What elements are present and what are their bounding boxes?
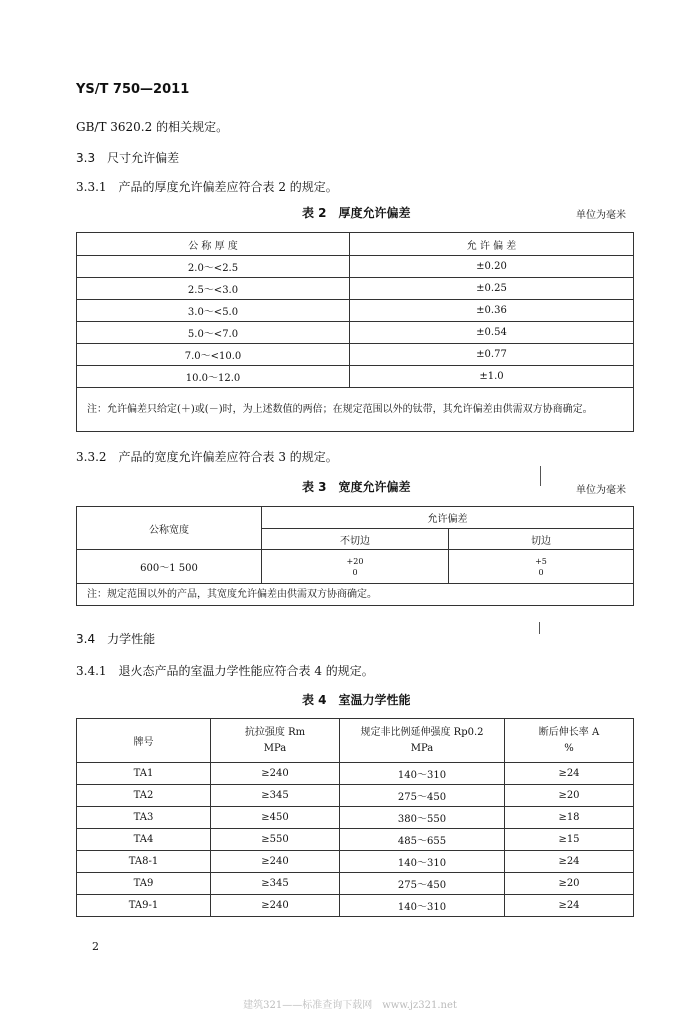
table2-cell: 5.0～<7.0 [77, 322, 350, 344]
clause-3-4-1: 3.4.1 退火态产品的室温力学性能应符合表 4 的规定。 [76, 664, 374, 678]
table4-header-grade: 牌号 [77, 719, 211, 763]
table-row [77, 550, 634, 584]
scan-mark [539, 622, 540, 634]
table-row [77, 763, 634, 785]
table4-header-elongation [505, 719, 634, 763]
table-row [77, 851, 634, 873]
intro-line: GB/T 3620.2 的相关规定。 [76, 120, 229, 134]
elongation-label: 断后伸长率 A [538, 726, 600, 738]
table2-header-tolerance: 允 许 偏 差 [350, 233, 634, 256]
watermark: 建筑321——标准查询下载网 www.jz321.net [243, 1000, 457, 1011]
table2 [76, 232, 634, 432]
table2-header-row [77, 233, 634, 256]
table2-unit: 单位为毫米 [576, 210, 626, 221]
table4-cell: TA4 [77, 829, 211, 851]
table4-cell: ≥550 [211, 829, 340, 851]
table4-cell: ≥18 [505, 807, 634, 829]
clause-3-3-2: 3.3.2 产品的宽度允许偏差应符合表 3 的规定。 [76, 450, 338, 464]
table2-cell: ±0.25 [350, 278, 634, 300]
section-3-3-title: 3.3 尺寸允许偏差 [76, 151, 180, 165]
clause-3-3-1: 3.3.1 产品的厚度允许偏差应符合表 2 的规定。 [76, 180, 338, 194]
table3-cut-value [449, 550, 634, 584]
table4-cell: TA1 [77, 763, 211, 785]
table4-cell: TA8-1 [77, 851, 211, 873]
table4-cell: ≥24 [505, 895, 634, 917]
table-row [77, 256, 634, 278]
table2-cell: ±0.36 [350, 300, 634, 322]
table4-cell: ≥24 [505, 851, 634, 873]
page-number: 2 [92, 940, 99, 953]
table2-cell: 2.0～<2.5 [77, 256, 350, 278]
cut-upper: +5 [535, 556, 547, 566]
cut-lower: 0 [538, 567, 544, 577]
table3-header-uncut: 不切边 [262, 529, 449, 550]
table3 [76, 506, 634, 606]
table4-cell: TA2 [77, 785, 211, 807]
yield-label: 规定非比例延伸强度 Rp0.2 [360, 726, 484, 738]
table4-header-yield [340, 719, 505, 763]
tensile-label: 抗拉强度 Rm [244, 726, 306, 738]
table-row [77, 366, 634, 388]
table4-cell: TA3 [77, 807, 211, 829]
table4-cell: 140～310 [340, 763, 505, 785]
table4-cell: ≥240 [211, 895, 340, 917]
table2-note-row [77, 388, 634, 432]
table-row [77, 300, 634, 322]
cut-fraction [535, 556, 547, 578]
table4-cell: ≥20 [505, 873, 634, 895]
table2-header-thickness: 公 称 厚 度 [77, 233, 350, 256]
table4-cell: ≥345 [211, 785, 340, 807]
table4-cell: TA9-1 [77, 895, 211, 917]
table-row [77, 322, 634, 344]
table3-header-width: 公称宽度 [77, 507, 262, 550]
elongation-unit: % [564, 742, 574, 754]
table4-cell: ≥345 [211, 873, 340, 895]
table4-header-row [77, 719, 634, 763]
table2-cell: 10.0～12.0 [77, 366, 350, 388]
table-row [77, 807, 634, 829]
table-row [77, 785, 634, 807]
table2-cell: 3.0～<5.0 [77, 300, 350, 322]
table3-width-value: 600～1 500 [77, 550, 262, 584]
table3-unit: 单位为毫米 [576, 485, 626, 496]
table4-cell: 380～550 [340, 807, 505, 829]
uncut-lower: 0 [352, 567, 358, 577]
uncut-fraction [347, 556, 364, 578]
table3-note: 注：规定范围以外的产品，其宽度允许偏差由供需双方协商确定。 [77, 584, 634, 606]
table2-cell: 2.5～<3.0 [77, 278, 350, 300]
table3-caption: 表 3 宽度允许偏差 [302, 480, 411, 494]
table3-note-row [77, 584, 634, 606]
table4-cell: TA9 [77, 873, 211, 895]
table4-cell: 275～450 [340, 785, 505, 807]
table4-cell: ≥15 [505, 829, 634, 851]
table2-note: 注：允许偏差只给定(＋)或(－)时，为上述数值的两倍；在规定范围以外的钛带，其允许偏差由供需双方协商确定。 [77, 388, 634, 432]
document-code: YS/T 750—2011 [76, 82, 190, 97]
table4 [76, 718, 634, 917]
table3-uncut-value [262, 550, 449, 584]
section-3-4-title: 3.4 力学性能 [76, 632, 156, 646]
table4-cell: ≥240 [211, 851, 340, 873]
table4-cell: 485～655 [340, 829, 505, 851]
uncut-upper: +20 [346, 556, 364, 566]
table-row [77, 895, 634, 917]
table2-cell: ±0.77 [350, 344, 634, 366]
table-row [77, 344, 634, 366]
table4-cell: ≥450 [211, 807, 340, 829]
tensile-unit: MPa [263, 742, 287, 754]
table2-cell: ±1.0 [350, 366, 634, 388]
yield-unit: MPa [410, 742, 434, 754]
table2-cell: ±0.54 [350, 322, 634, 344]
table4-caption: 表 4 室温力学性能 [302, 693, 411, 707]
table4-cell: ≥240 [211, 763, 340, 785]
table4-cell: 140～310 [340, 895, 505, 917]
scan-mark [540, 466, 541, 486]
table4-cell: ≥20 [505, 785, 634, 807]
table-row [77, 873, 634, 895]
table4-header-tensile [211, 719, 340, 763]
table3-header-tolerance: 允许偏差 [262, 507, 634, 529]
table-row [77, 278, 634, 300]
table2-cell: 7.0～<10.0 [77, 344, 350, 366]
table3-header-cut: 切边 [449, 529, 634, 550]
table4-cell: 275～450 [340, 873, 505, 895]
table4-cell: ≥24 [505, 763, 634, 785]
table2-cell: ±0.20 [350, 256, 634, 278]
table2-caption: 表 2 厚度允许偏差 [302, 206, 411, 220]
table-row [77, 829, 634, 851]
table4-cell: 140～310 [340, 851, 505, 873]
